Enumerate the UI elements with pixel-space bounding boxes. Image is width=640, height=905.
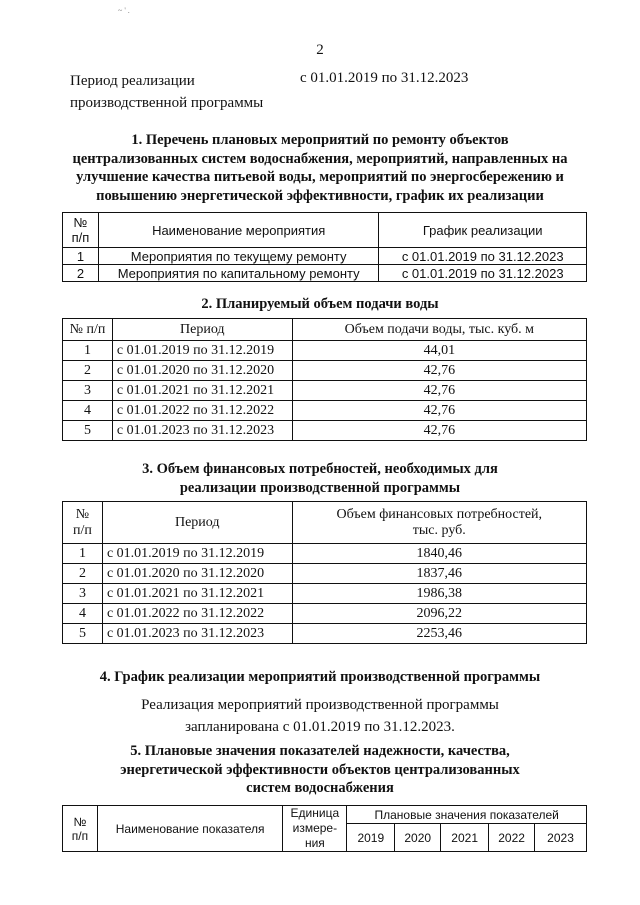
row-no: 2 xyxy=(63,361,113,381)
section4-title-text: 4. График реализации мероприятий производственной программы xyxy=(99,669,541,685)
table-row xyxy=(63,624,587,644)
year-header: 2021 xyxy=(441,824,489,852)
table-row xyxy=(63,381,587,401)
row-period: с 01.01.2019 по 31.12.2019 xyxy=(112,341,292,361)
row-period: с 01.01.2020 по 31.12.2020 xyxy=(112,361,292,381)
row-name: Мероприятия по текущему ремонту xyxy=(98,248,378,265)
table-row xyxy=(63,341,587,361)
row-period: с 01.01.2022 по 31.12.2022 xyxy=(112,401,292,421)
row-period: с 01.01.2021 по 31.12.2021 xyxy=(102,584,292,604)
section5-title xyxy=(0,742,640,798)
row-value: 2253,46 xyxy=(292,624,586,644)
row-schedule: с 01.01.2019 по 31.12.2023 xyxy=(379,265,587,282)
finance-table xyxy=(62,501,587,644)
section2-title-text: 2. Планируемый объем подачи воды xyxy=(201,296,439,312)
table-row xyxy=(63,604,587,624)
row-no: 3 xyxy=(63,584,103,604)
section4-title xyxy=(0,668,640,687)
section5-title-line2: энергетической эффективности объектов централизованных xyxy=(120,761,520,778)
activities-table xyxy=(62,212,587,282)
header-label-line2: производственной программы xyxy=(70,95,264,111)
row-value: 42,76 xyxy=(292,381,586,401)
table-row xyxy=(63,564,587,584)
row-no: 2 xyxy=(63,265,99,282)
section1-title xyxy=(40,131,600,205)
col-header-no: № п/п xyxy=(63,319,113,341)
table-header-row xyxy=(63,806,587,824)
section1-title-line4: повышению энергетической эффективности, график их реализации xyxy=(96,187,544,204)
row-period: с 01.01.2020 по 31.12.2020 xyxy=(102,564,292,584)
row-no: 4 xyxy=(63,604,103,624)
year-header: 2019 xyxy=(347,824,395,852)
section5-title-line3: систем водоснабжения xyxy=(246,780,394,796)
col-header-plan: Плановые значения показателей xyxy=(347,806,587,824)
section4-text-line1: Реализация мероприятий производственной программы xyxy=(141,697,499,713)
row-no: 5 xyxy=(63,421,113,441)
year-header: 2022 xyxy=(489,824,535,852)
col-header-no: № п/п xyxy=(63,806,98,852)
section4-text xyxy=(0,694,640,738)
section3-title xyxy=(0,460,640,497)
year-header: 2020 xyxy=(395,824,441,852)
table-row xyxy=(63,401,587,421)
indicators-table xyxy=(62,805,587,852)
row-value: 1840,46 xyxy=(292,544,586,564)
table-header-row xyxy=(63,502,587,544)
row-no: 5 xyxy=(63,624,103,644)
page-number: 2 xyxy=(316,42,324,58)
header-value: с 01.01.2019 по 31.12.2023 xyxy=(300,70,469,86)
row-value: 44,01 xyxy=(292,341,586,361)
table-row xyxy=(63,265,587,282)
section3-title-line2: реализации производственной программы xyxy=(179,479,461,496)
col-header-period: Период xyxy=(102,502,292,544)
table-row xyxy=(63,421,587,441)
row-period: с 01.01.2023 по 31.12.2023 xyxy=(102,624,292,644)
col-header-finance: Объем финансовых потребностей, тыс. руб. xyxy=(292,502,586,544)
water-supply-table xyxy=(62,318,587,441)
col-header-no: № п/п xyxy=(63,213,99,248)
row-no: 1 xyxy=(63,544,103,564)
col-header-volume: Объем подачи воды, тыс. куб. м xyxy=(292,319,586,341)
table-header-row xyxy=(63,319,587,341)
col-header-period: Период xyxy=(112,319,292,341)
header-label xyxy=(70,70,263,114)
row-value: 42,76 xyxy=(292,421,586,441)
table-header-row xyxy=(63,213,587,248)
section3-title-line1: 3. Объем финансовых потребностей, необходимых для xyxy=(142,461,498,477)
section4-text-line2: запланирована с 01.01.2019 по 31.12.2023. xyxy=(185,719,455,735)
row-value: 1986,38 xyxy=(292,584,586,604)
year-header: 2023 xyxy=(535,824,587,852)
scan-artifact: ~ ' . xyxy=(118,6,130,15)
section1-title-line3: улучшение качества питьевой воды, мероприятий по энергосбережению и xyxy=(76,169,564,185)
row-period: с 01.01.2023 по 31.12.2023 xyxy=(112,421,292,441)
table-row xyxy=(63,584,587,604)
row-period: с 01.01.2022 по 31.12.2022 xyxy=(102,604,292,624)
header-label-line1: Период реализации xyxy=(70,73,195,89)
section5-title-line1: 5. Плановые значения показателей надежности, качества, xyxy=(130,743,510,759)
section1-title-line1: 1. Перечень плановых мероприятий по ремонту объектов xyxy=(131,132,509,148)
section2-title xyxy=(0,295,640,314)
col-header-name: Наименование мероприятия xyxy=(98,213,378,248)
row-no: 1 xyxy=(63,341,113,361)
row-no: 2 xyxy=(63,564,103,584)
row-name: Мероприятия по капитальному ремонту xyxy=(98,265,378,282)
row-no: 4 xyxy=(63,401,113,421)
row-period: с 01.01.2021 по 31.12.2021 xyxy=(112,381,292,401)
row-value: 42,76 xyxy=(292,401,586,421)
col-header-name: Наименование показателя xyxy=(97,806,282,852)
col-header-schedule: График реализации xyxy=(379,213,587,248)
table-row xyxy=(63,361,587,381)
row-value: 42,76 xyxy=(292,361,586,381)
row-schedule: с 01.01.2019 по 31.12.2023 xyxy=(379,248,587,265)
section1-title-line2: централизованных систем водоснабжения, мероприятий, направленных на xyxy=(72,150,568,167)
col-header-unit: Единица измере- ния xyxy=(283,806,347,852)
table-row xyxy=(63,544,587,564)
row-period: с 01.01.2019 по 31.12.2019 xyxy=(102,544,292,564)
col-header-no: № п/п xyxy=(63,502,103,544)
row-value: 1837,46 xyxy=(292,564,586,584)
row-no: 1 xyxy=(63,248,99,265)
row-value: 2096,22 xyxy=(292,604,586,624)
row-no: 3 xyxy=(63,381,113,401)
table-row xyxy=(63,248,587,265)
